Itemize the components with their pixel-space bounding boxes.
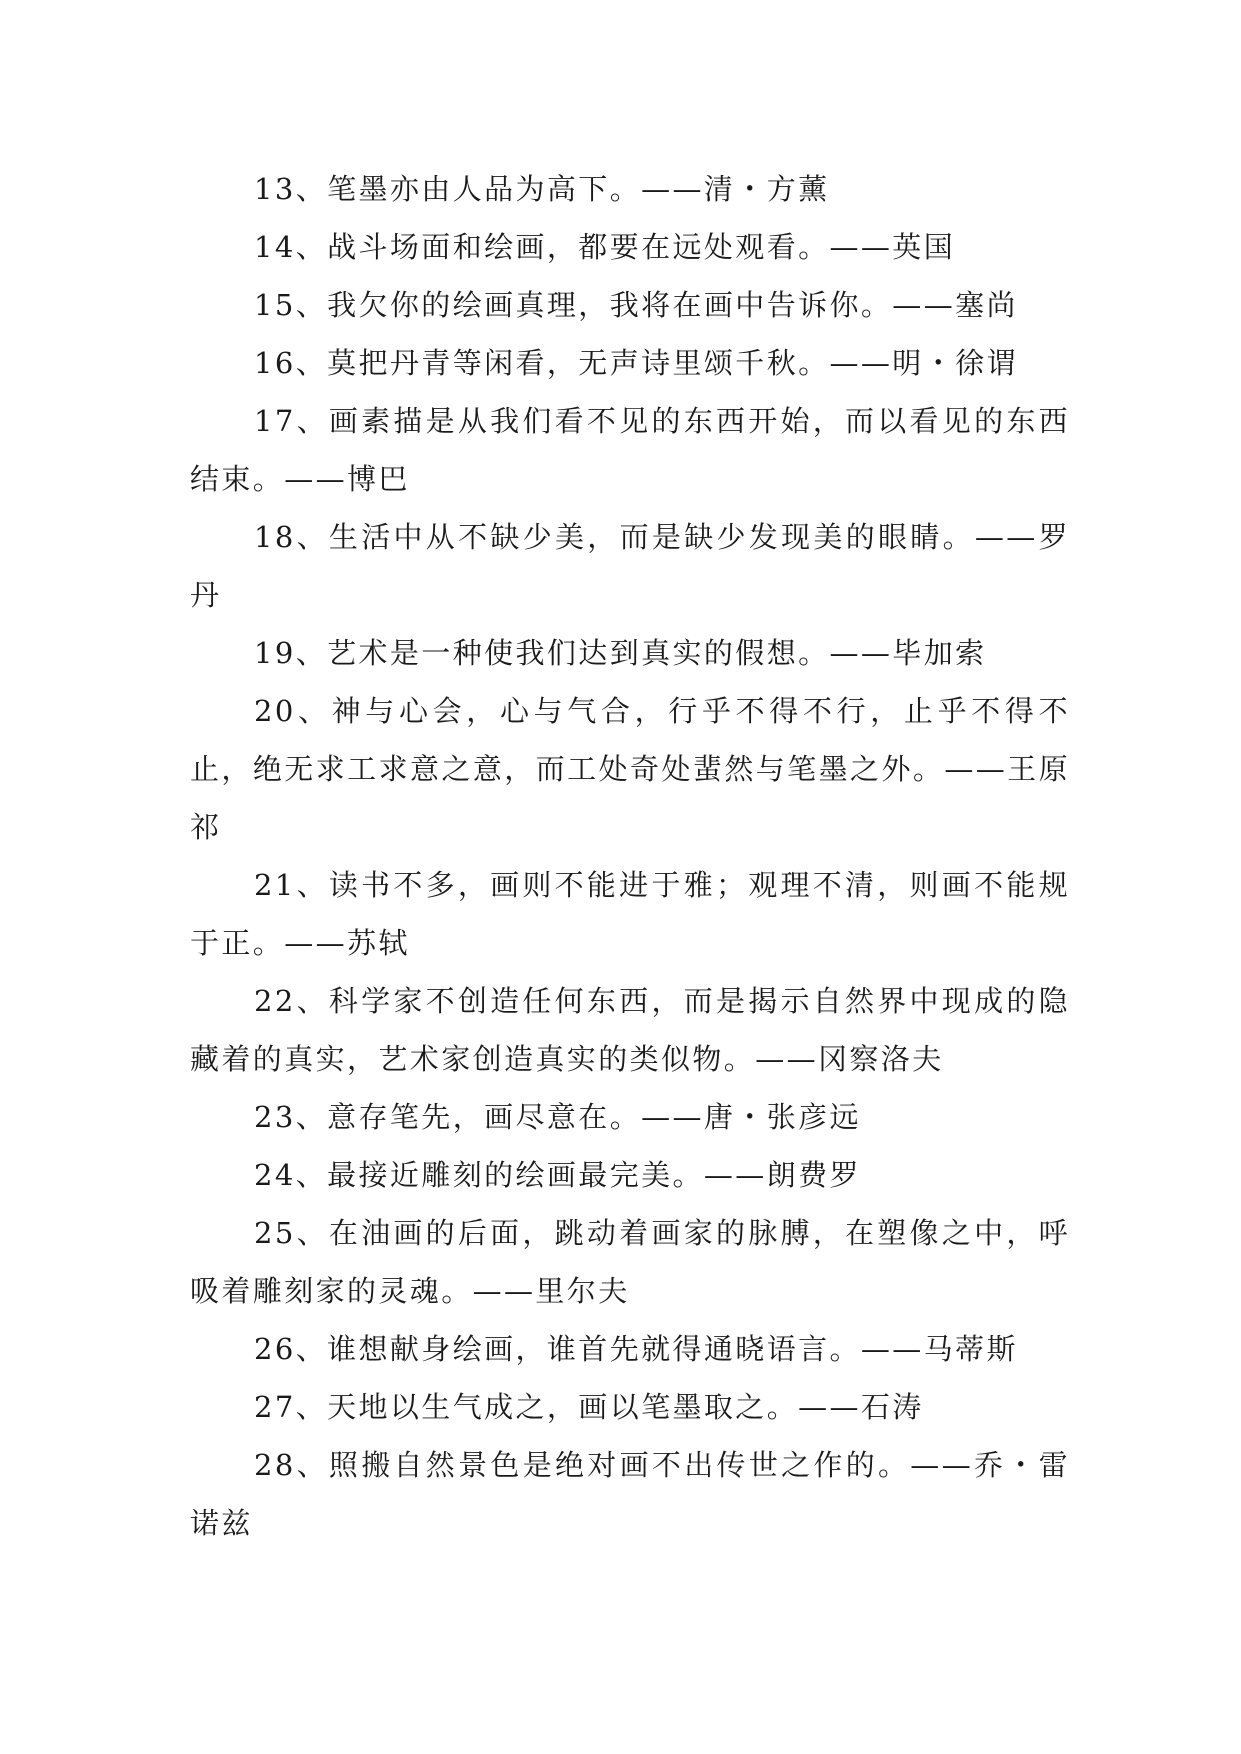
quote-paragraph: 24、最接近雕刻的绘画最完美。——朗费罗 xyxy=(254,1158,861,1192)
quote-paragraph: 21、读书不多，画则不能进于雅；观理不清，则画不能规于正。——苏轼 xyxy=(190,868,1070,960)
quote-paragraph: 13、笔墨亦由人品为高下。——清・方薰 xyxy=(254,172,830,206)
quote-paragraph: 17、画素描是从我们看不见的东西开始，而以看见的东西结束。——博巴 xyxy=(190,404,1070,496)
quote-paragraph: 26、谁想献身绘画，谁首先就得通晓语言。——马蒂斯 xyxy=(254,1332,1018,1366)
quote-paragraph: 16、莫把丹青等闲看，无声诗里颂千秋。——明・徐谓 xyxy=(254,346,1018,380)
quote-paragraph: 15、我欠你的绘画真理，我将在画中告诉你。——塞尚 xyxy=(254,288,1018,322)
quote-paragraph: 18、生活中从不缺少美，而是缺少发现美的眼睛。——罗丹 xyxy=(190,520,1070,612)
quote-paragraph: 25、在油画的后面，跳动着画家的脉膊，在塑像之中，呼吸着雕刻家的灵魂。——里尔夫 xyxy=(190,1216,1070,1308)
quote-paragraph: 22、科学家不创造任何东西，而是揭示自然界中现成的隐藏着的真实，艺术家创造真实的类似物。——冈察洛夫 xyxy=(190,984,1070,1076)
quote-paragraph: 20、神与心会，心与气合，行乎不得不行，止乎不得不止，绝无求工求意之意，而工处奇处蜚然与笔墨之外。——王原祁 xyxy=(190,694,1070,844)
document-page xyxy=(190,160,1070,1552)
quote-paragraph: 23、意存笔先，画尽意在。——唐・张彦远 xyxy=(254,1100,861,1134)
quote-paragraph: 27、天地以生气成之，画以笔墨取之。——石涛 xyxy=(254,1390,924,1424)
quote-paragraph: 19、艺术是一种使我们达到真实的假想。——毕加索 xyxy=(254,636,987,670)
quote-paragraph: 28、照搬自然景色是绝对画不出传世之作的。——乔・雷诺兹 xyxy=(190,1448,1070,1540)
quote-paragraph: 14、战斗场面和绘画，都要在远处观看。——英国 xyxy=(254,230,956,264)
